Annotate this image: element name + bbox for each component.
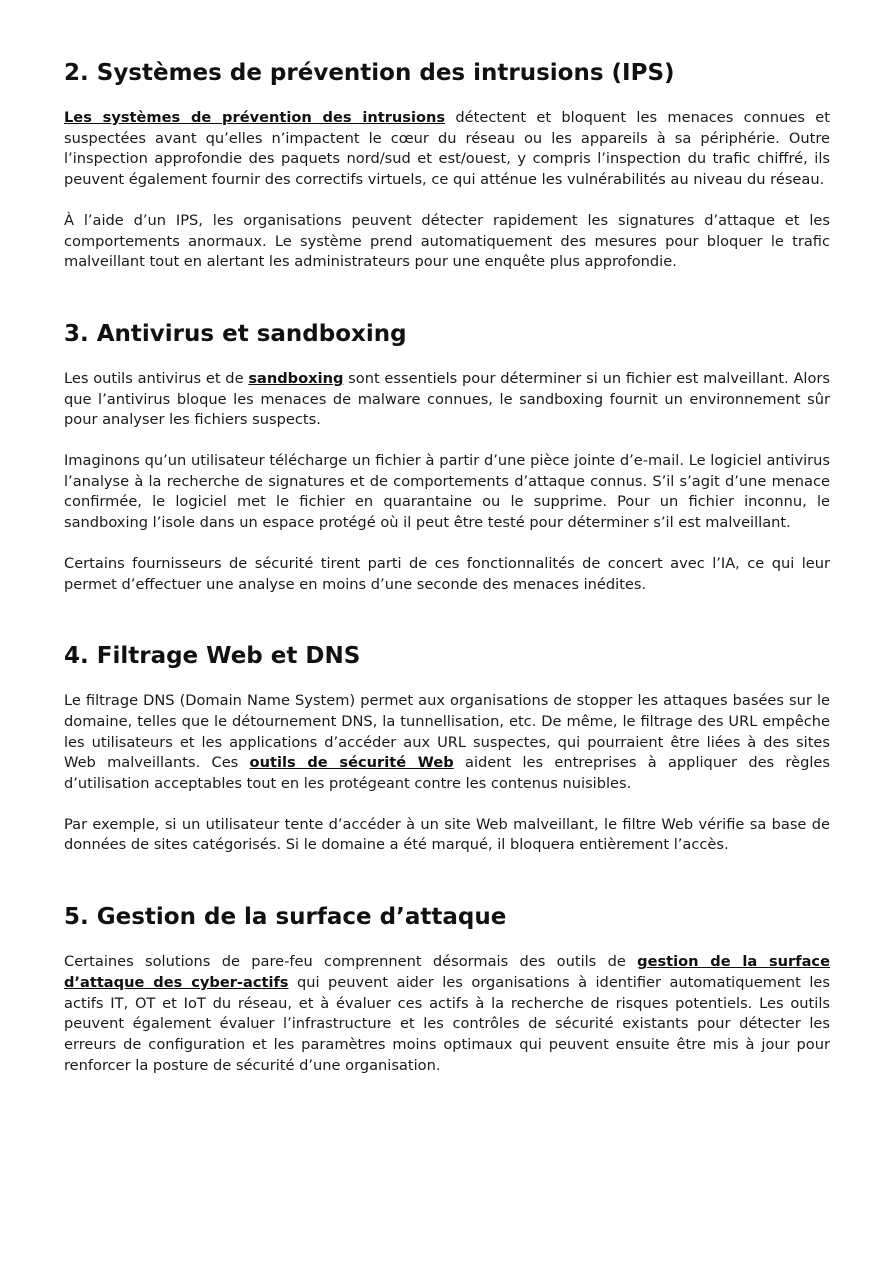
section-heading: 2. Systèmes de prévention des intrusions (IPS)	[64, 60, 675, 86]
paragraph	[64, 691, 830, 795]
paragraph-text: sont essentiels pour déterminer si un fichier est malveillant. Alors que l’antivirus bloque les menaces de malware connues, le sandboxing fournit un environnement sûr pour analyser les fichiers suspects.	[64, 369, 831, 429]
paragraph-text: Les outils antivirus et de	[64, 369, 249, 387]
paragraph: Certains fournisseurs de sécurité tirent parti de ces fonctionnalités de concert avec l’IA, ce qui leur permet d’effectuer une analyse en moins d’une seconde des menaces inédites.	[64, 554, 830, 593]
ips-link[interactable]: Les systèmes de prévention des intrusions	[64, 109, 446, 126]
paragraph	[64, 369, 830, 431]
section-heading: 4. Filtrage Web et DNS	[64, 643, 361, 670]
paragraph-text: Certaines solutions de pare-feu comprennent désormais des outils de	[64, 953, 638, 971]
document-page	[64, 58, 830, 1076]
paragraph-text: Le filtrage DNS (Domain Name System) permet aux organisations de stopper les attaques basées sur le domaine, telles que le détournement DNS, la tunnellisation, etc. De même, le filtrage des URL empêche les utilisateurs et les applications d’accéder aux URL suspectes, qui pourraient être liées à des sites Web malveillants. Ces	[64, 692, 830, 772]
sandboxing-link[interactable]: sandboxing	[248, 369, 344, 387]
section-antivirus	[64, 319, 830, 595]
section-ips	[64, 58, 830, 273]
section-heading: 5. Gestion de la surface d’attaque	[64, 904, 507, 931]
paragraph-text: qui peuvent aider les organisations à identifier automatiquement les actifs IT, OT et IoT du réseau, et à évaluer ces actifs à la recherche de risques potentiels. Les outils peuvent également évaluer l’infrastructure et les contrôles de sécurité existants pour détecter les erreurs de configuration et les paramètres moins optimaux qui peuvent ensuite être mis à jour pour renforcer la posture de sécurité d’une organisation.	[64, 973, 830, 1074]
paragraph: À l’aide d’un IPS, les organisations peuvent détecter rapidement les signatures d’attaque et les comportements anormaux. Le système prend automatiquement des mesures pour bloquer le trafic malveillant tout en alertant les administrateurs pour une enquête plus approfondie.	[64, 211, 830, 271]
paragraph	[64, 952, 830, 1076]
paragraph: Imaginons qu’un utilisateur télécharge un fichier à partir d’une pièce jointe d’e-mail. Le logiciel antivirus l’analyse à la recherche de signatures et de comportements d’attaque connus. S’il s’agit d’une menace confirmée, le logiciel met le fichier en quarantaine ou le supprime. Pour un fichier inconnu, le sandboxing l’isole dans un espace protégé où il peut être testé pour déterminer s’il est malveillant.	[64, 452, 830, 532]
section-web-dns	[64, 641, 830, 856]
attack-surface-link[interactable]: gestion de la surface d’attaque des cyber-actifs	[64, 953, 830, 991]
paragraph-text: aident les entreprises à appliquer des règles d’utilisation acceptables tout en les protégeant contre les contenus nuisibles.	[64, 754, 830, 793]
section-attack-surface	[64, 902, 830, 1076]
paragraph: Par exemple, si un utilisateur tente d’accéder à un site Web malveillant, le filtre Web vérifie sa base de données de sites catégorisés. Si le domaine a été marqué, il bloquera entièrement l’accès.	[64, 815, 830, 854]
web-security-link[interactable]: outils de sécurité Web	[249, 754, 454, 772]
paragraph-text: détectent et bloquent les menaces connues et suspectées avant qu’elles n’impactent le cœur du réseau ou les appareils à sa périphérie. Outre l’inspection approfondie des paquets nord/sud et est/ouest, y compris l’inspection du trafic chiffré, ils peuvent également fournir des correctifs virtuels, ce qui atténue les vulnérabilités au niveau du réseau.	[64, 109, 830, 189]
paragraph	[64, 108, 830, 191]
section-heading: 3. Antivirus et sandboxing	[64, 320, 407, 347]
